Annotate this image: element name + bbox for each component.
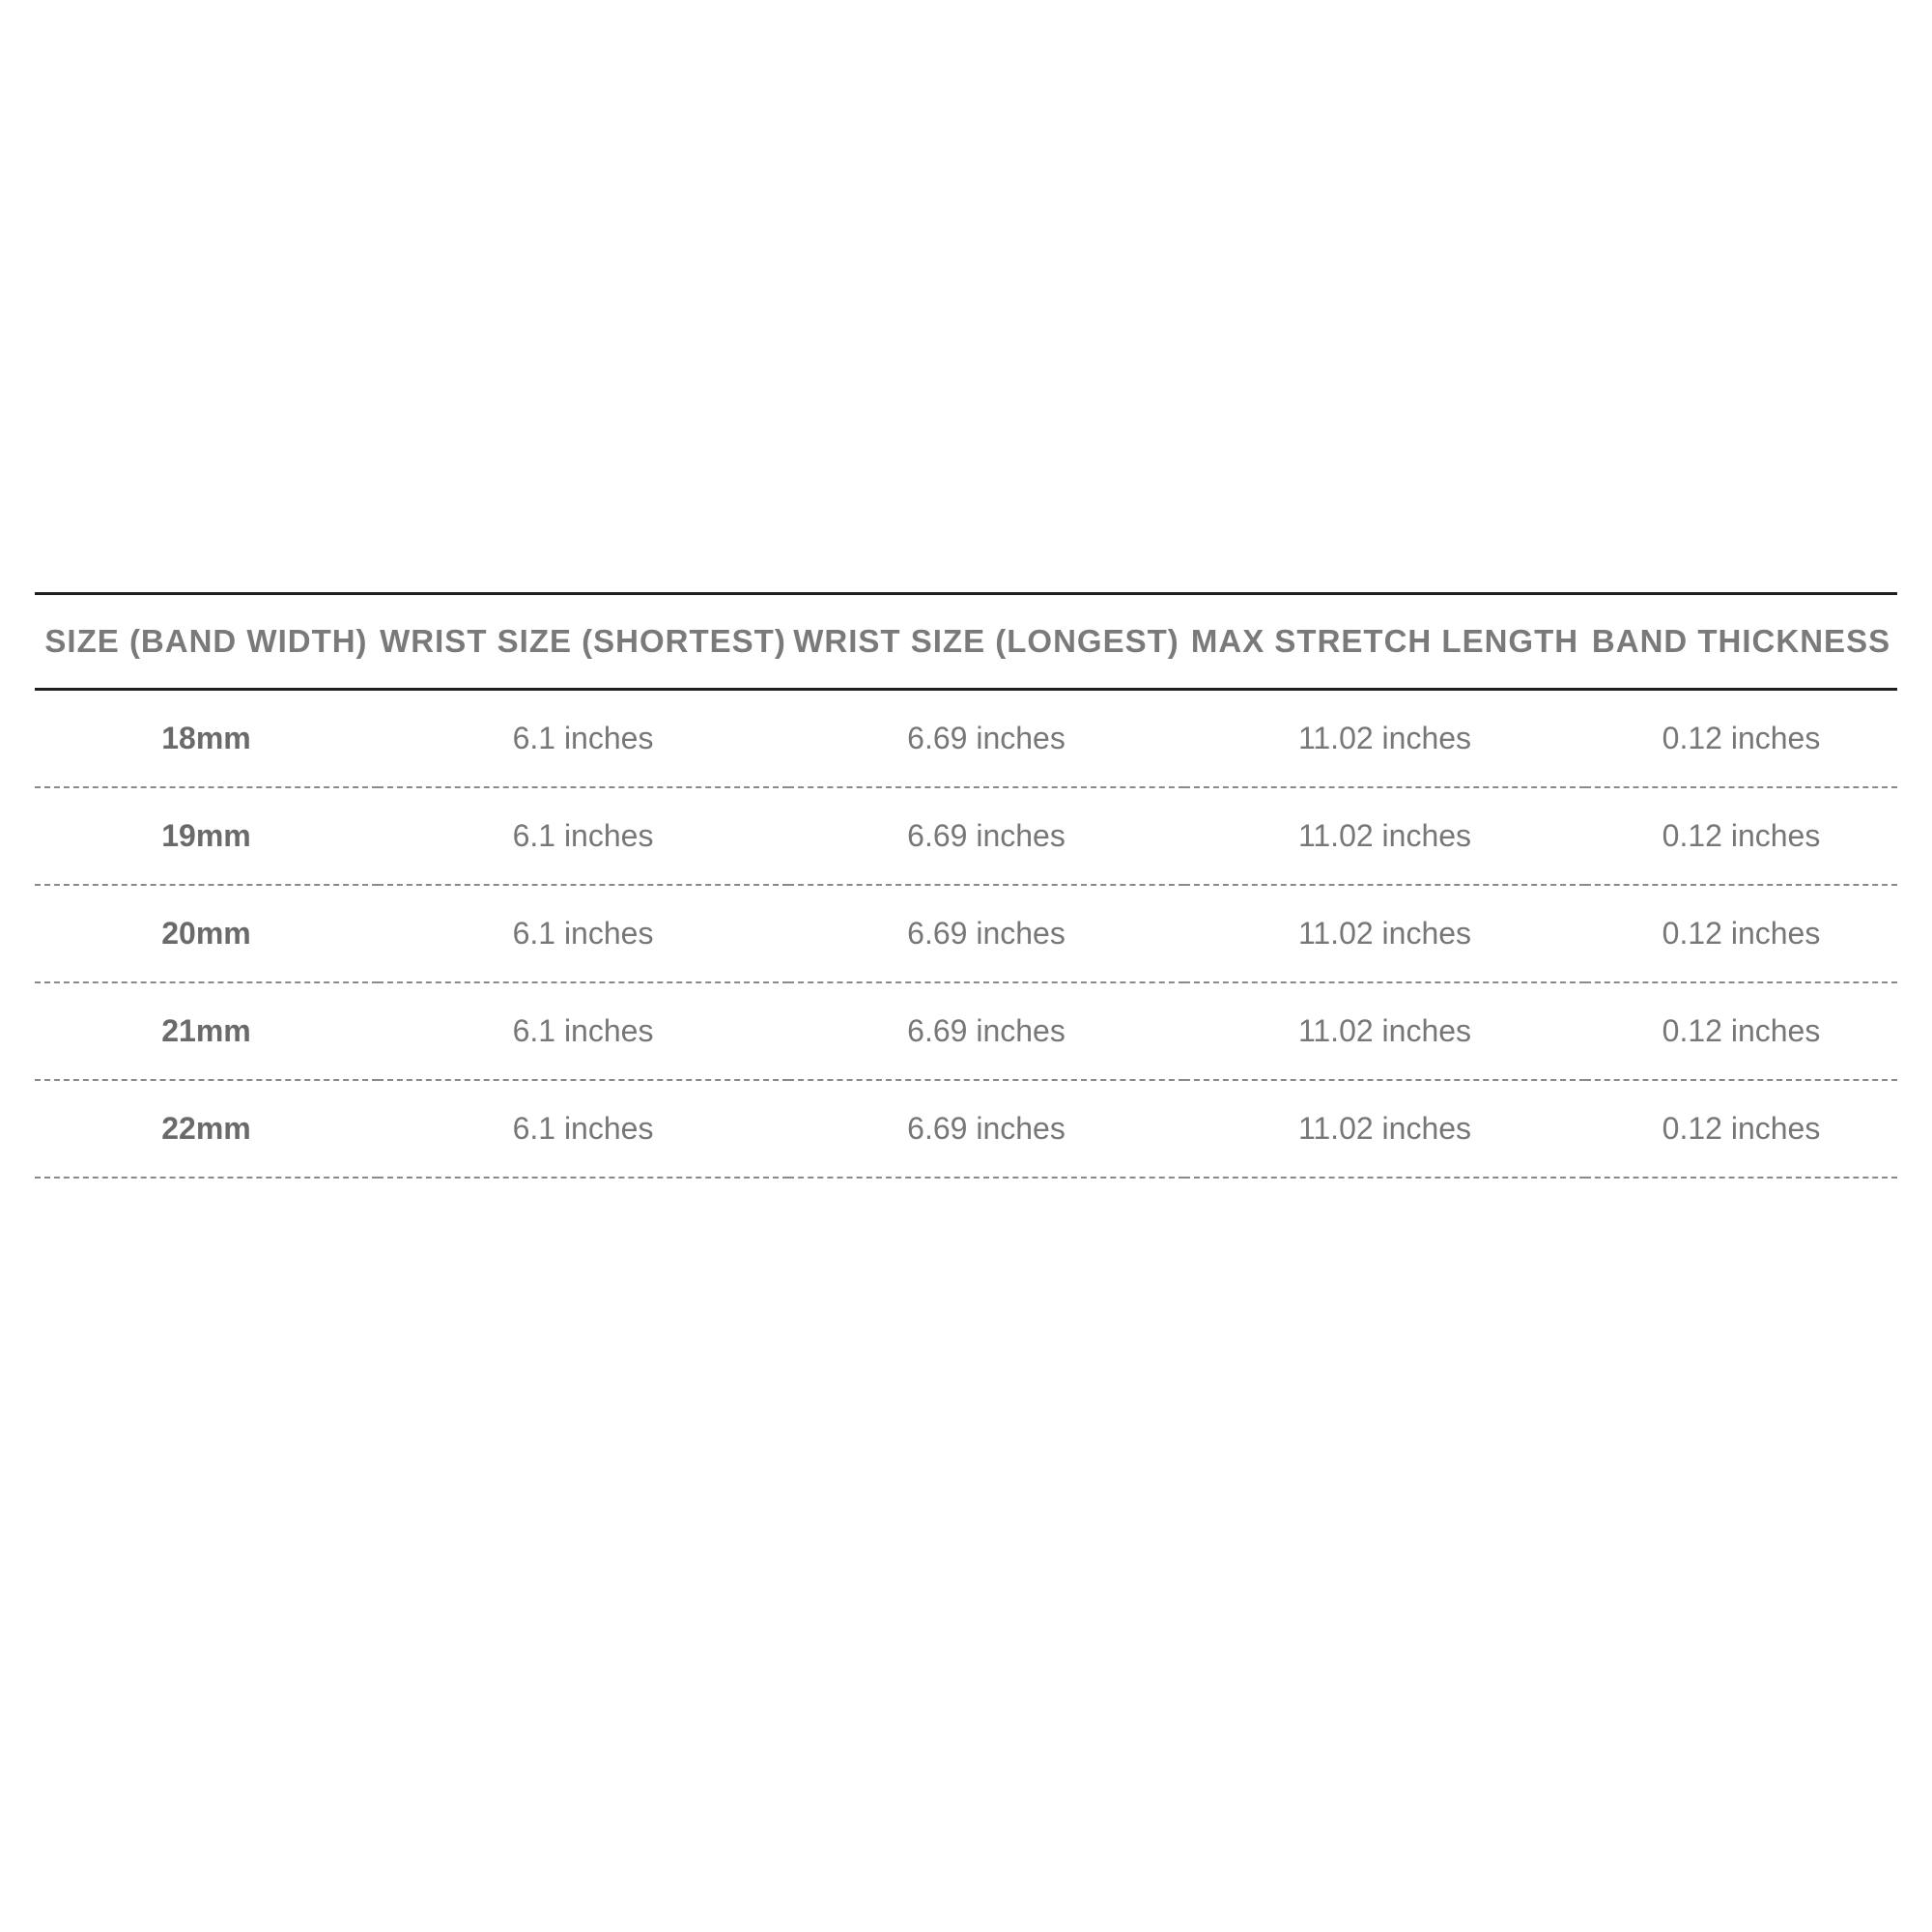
size-cell: 19mm [161, 817, 251, 853]
size-chart-table [35, 592, 1897, 1179]
size-cell: 20mm [161, 915, 251, 951]
max-stretch-cell: 11.02 inches [1297, 817, 1472, 853]
table-row [35, 982, 1897, 1080]
band-thickness-cell: 0.12 inches [1662, 817, 1821, 853]
table-row [35, 885, 1897, 982]
wrist-shortest-cell: 6.1 inches [512, 1012, 654, 1048]
wrist-longest-cell: 6.69 inches [907, 1110, 1065, 1146]
wrist-longest-cell: 6.69 inches [907, 720, 1065, 755]
wrist-longest-cell: 6.69 inches [907, 1012, 1065, 1048]
max-stretch-cell: 11.02 inches [1297, 915, 1472, 951]
wrist-longest-cell: 6.69 inches [907, 915, 1065, 951]
band-thickness-cell: 0.12 inches [1662, 1110, 1821, 1146]
wrist-shortest-cell: 6.1 inches [512, 817, 654, 853]
wrist-longest-cell: 6.69 inches [907, 817, 1065, 853]
header-wrist-shortest: WRIST SIZE (SHORTEST) [380, 623, 786, 659]
wrist-shortest-cell: 6.1 inches [512, 915, 654, 951]
header-size: SIZE (BAND WIDTH) [44, 623, 368, 659]
size-cell: 18mm [161, 720, 251, 755]
table-row [35, 690, 1897, 787]
band-thickness-cell: 0.12 inches [1662, 1012, 1821, 1048]
max-stretch-cell: 11.02 inches [1297, 1110, 1472, 1146]
max-stretch-cell: 11.02 inches [1297, 1012, 1472, 1048]
table-header [35, 594, 1897, 690]
band-thickness-cell: 0.12 inches [1662, 720, 1821, 755]
table-body [35, 690, 1897, 1178]
max-stretch-cell: 11.02 inches [1297, 720, 1472, 755]
header-max-stretch: MAX STRETCH LENGTH [1190, 623, 1579, 659]
wrist-shortest-cell: 6.1 inches [512, 720, 654, 755]
wrist-shortest-cell: 6.1 inches [512, 1110, 654, 1146]
size-cell: 21mm [161, 1012, 251, 1048]
band-thickness-cell: 0.12 inches [1662, 915, 1821, 951]
header-row [35, 594, 1897, 690]
header-band-thickness: BAND THICKNESS [1591, 623, 1891, 659]
header-wrist-longest: WRIST SIZE (LONGEST) [793, 623, 1179, 659]
table-row [35, 1080, 1897, 1178]
table-row [35, 787, 1897, 885]
size-cell: 22mm [161, 1110, 251, 1146]
